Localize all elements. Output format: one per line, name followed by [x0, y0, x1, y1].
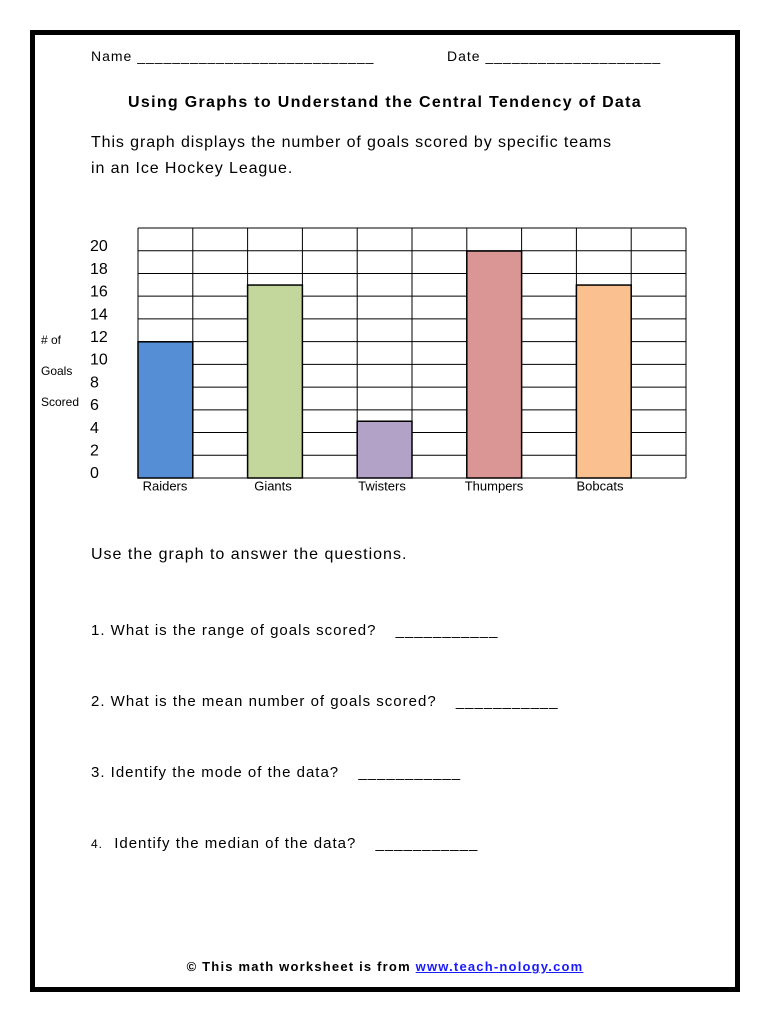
date-field[interactable]: Date ____________________	[447, 48, 662, 64]
question-2	[91, 693, 559, 710]
y-tick-label: 18	[90, 260, 108, 278]
footer-link[interactable]: www.teach-nology.com	[415, 959, 584, 974]
x-category-label: Giants	[254, 478, 292, 494]
bar-thumpers	[467, 251, 522, 478]
intro-line-2: in an Ice Hockey League.	[91, 160, 294, 177]
y-tick-label: 2	[90, 442, 99, 460]
question-1-text: 1. What is the range of goals scored?	[91, 622, 377, 639]
question-4	[91, 835, 478, 852]
y-tick-label: 8	[90, 374, 99, 392]
footer	[0, 959, 770, 974]
question-3-answer-blank[interactable]: ___________	[358, 764, 462, 781]
bar-bobcats	[576, 285, 631, 478]
question-4-number: 4.	[91, 837, 104, 851]
x-category-label: Twisters	[358, 478, 406, 494]
y-tick-label: 6	[90, 397, 99, 415]
name-field[interactable]: Name ___________________________	[91, 48, 375, 64]
question-3	[91, 764, 461, 781]
y-tick-label: 20	[90, 238, 108, 256]
y-tick-label: 14	[90, 306, 108, 324]
y-tick-label: 10	[90, 351, 108, 369]
y-tick-label: 0	[90, 465, 99, 483]
y-tick-label: 12	[90, 329, 108, 347]
y-tick-label: 16	[90, 283, 108, 301]
instructions: Use the graph to answer the questions.	[91, 546, 408, 563]
y-axis-label-line: Goals	[41, 364, 73, 379]
question-1	[91, 622, 498, 639]
x-category-label: Bobcats	[576, 478, 624, 494]
worksheet-title: Using Graphs to Understand the Central Tendency of Data	[128, 94, 642, 111]
question-1-answer-blank[interactable]: ___________	[395, 622, 499, 639]
bar-twisters	[357, 421, 412, 478]
y-axis-label-line: Scored	[41, 395, 80, 410]
question-2-answer-blank[interactable]: ___________	[455, 693, 559, 710]
question-4-answer-blank[interactable]: ___________	[375, 835, 479, 852]
bar-giants	[248, 285, 303, 478]
x-category-label: Thumpers	[464, 478, 524, 494]
question-2-text: 2. What is the mean number of goals scored?	[91, 693, 437, 710]
question-4-text: Identify the median of the data?	[114, 835, 357, 852]
footer-text: © This math worksheet is from	[186, 959, 416, 974]
question-3-text: 3. Identify the mode of the data?	[91, 764, 340, 781]
y-tick-label: 4	[90, 419, 99, 437]
intro-line-1: This graph displays the number of goals scored by specific teams	[91, 134, 612, 151]
y-axis-label-line: # of	[41, 333, 62, 348]
x-category-label: Raiders	[142, 478, 188, 494]
bar-raiders	[138, 342, 193, 478]
